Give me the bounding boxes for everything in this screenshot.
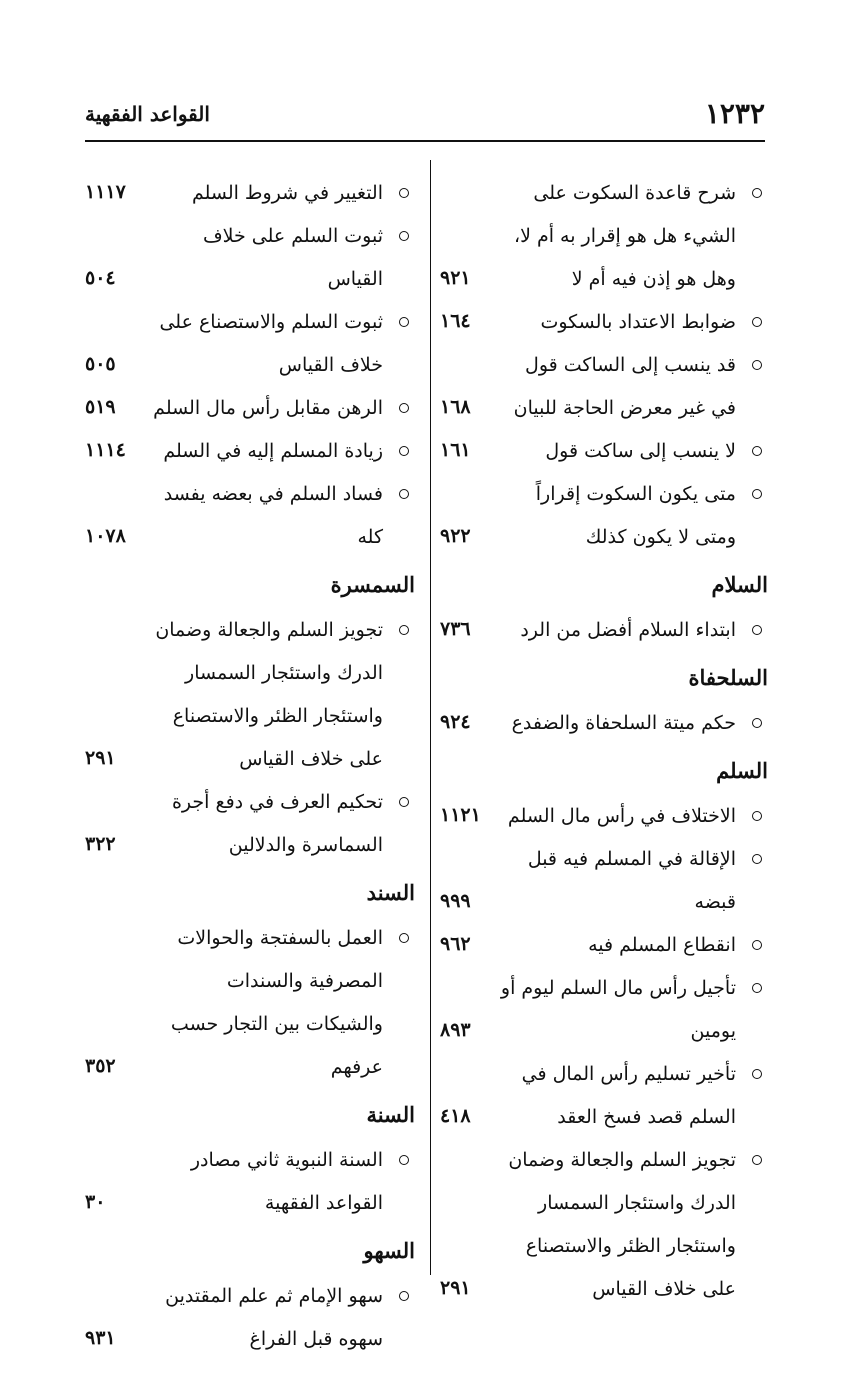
index-entry (85, 1139, 415, 1225)
entry-text: فساد السلم في بعضه يفسد كله (163, 483, 383, 548)
entry-text: تجويز السلم والجعالة وضمان الدرك واستئجار السمسار واستئجار الظئر والاستصناع على خلاف القياس (155, 619, 383, 770)
bullet-circle-icon (399, 446, 409, 456)
bullet-circle-icon (399, 317, 409, 327)
index-entry (85, 301, 415, 387)
book-title: القواعد الفقهية (85, 102, 210, 126)
entry-text: زيادة المسلم إليه في السلم (163, 440, 383, 462)
entry-page-number: ٨٩٣ (440, 1019, 471, 1041)
entry-text: الإقالة في المسلم فيه قبل قبضه (527, 848, 736, 913)
bullet-circle-icon (399, 933, 409, 943)
entry-text: متى يكون السكوت إقراراً ومتى لا يكون كذلك (535, 483, 736, 548)
entry-text: ثبوت السلم والاستصناع على خلاف القياس (159, 311, 383, 376)
bullet-circle-icon (752, 854, 762, 864)
index-entry (440, 838, 768, 924)
entry-page-number: ٣٥٢ (85, 1055, 116, 1077)
section-heading: السند (366, 880, 415, 905)
entry-page-number: ١١١٧ (85, 181, 126, 203)
section-heading: السهو (363, 1238, 415, 1263)
index-entry (85, 430, 415, 473)
column-divider (430, 160, 431, 1275)
index-entry (440, 1139, 768, 1311)
entry-page-number: ٥٠٤ (85, 267, 116, 289)
entry-text: حكم ميتة السلحفاة والضفدع (511, 712, 736, 734)
entry-text: التغيير في شروط السلم (191, 182, 383, 204)
entry-text: الاختلاف في رأس مال السلم (507, 805, 736, 827)
entry-text: العمل بالسفتجة والحوالات المصرفية والسندات والشيكات بين التجار حسب عرفهم (170, 927, 383, 1078)
bullet-circle-icon (399, 403, 409, 413)
entry-text: تأجيل رأس مال السلم ليوم أو يومين (500, 977, 736, 1042)
entry-text: تجويز السلم والجعالة وضمان الدرك واستئجار السمسار واستئجار الظئر والاستصناع على خلاف القياس (508, 1149, 736, 1300)
index-entry (85, 917, 415, 1089)
bullet-circle-icon (399, 188, 409, 198)
section-heading: السلم (716, 758, 768, 783)
page-number: ١٢٣٢ (704, 97, 765, 130)
entry-text: سهو الإمام ثم علم المقتدين سهوه قبل الفراغ (165, 1285, 383, 1350)
entry-page-number: ٧٣٦ (440, 618, 471, 640)
index-column-right (440, 172, 768, 1311)
entry-text: تأخير تسليم رأس المال في السلم قصد فسخ العقد (521, 1063, 736, 1128)
index-entry (440, 473, 768, 559)
bullet-circle-icon (752, 489, 762, 499)
entry-page-number: ١١٢١ (440, 804, 481, 826)
entry-text: ثبوت السلم على خلاف القياس (202, 225, 383, 290)
page-header (85, 92, 765, 142)
entry-text: السنة النبوية ثاني مصادر القواعد الفقهية (190, 1149, 383, 1214)
index-entry (440, 430, 768, 473)
index-entry (440, 172, 768, 301)
entry-page-number: ١٦١ (440, 439, 471, 461)
entry-page-number: ٣٠ (85, 1191, 106, 1213)
entry-page-number: ٣٢٢ (85, 833, 116, 855)
index-entry (85, 609, 415, 781)
entry-text: لا ينسب إلى ساكت قول (545, 440, 736, 462)
index-entry (85, 473, 415, 559)
entry-page-number: ٢٩١ (85, 747, 116, 769)
index-entry (85, 172, 415, 215)
entry-text: ضوابط الاعتداد بالسكوت (540, 311, 736, 333)
section-heading: السلام (711, 572, 768, 597)
index-entry (85, 215, 415, 301)
index-entry (85, 781, 415, 867)
bullet-circle-icon (752, 188, 762, 198)
bullet-circle-icon (752, 811, 762, 821)
bullet-circle-icon (752, 940, 762, 950)
entry-page-number: ٥٠٥ (85, 353, 116, 375)
bullet-circle-icon (752, 317, 762, 327)
entry-page-number: ١٦٤ (440, 310, 471, 332)
index-entry (440, 1053, 768, 1139)
index-entry (440, 924, 768, 967)
index-entry (440, 609, 768, 652)
entry-page-number: ٩٢١ (440, 267, 471, 289)
bullet-circle-icon (752, 1069, 762, 1079)
entry-page-number: ٩٢٤ (440, 711, 471, 733)
entry-text: ابتداء السلام أفضل من الرد (520, 619, 736, 641)
entry-page-number: ١٠٧٨ (85, 525, 126, 547)
entry-page-number: ٩٢٢ (440, 525, 471, 547)
section-heading: السنة (366, 1102, 415, 1127)
index-entry (440, 702, 768, 745)
entry-text: انقطاع المسلم فيه (588, 934, 736, 956)
bullet-circle-icon (752, 625, 762, 635)
entry-page-number: ٩٦٢ (440, 933, 471, 955)
index-entry (85, 387, 415, 430)
bullet-circle-icon (752, 718, 762, 728)
section-heading: السلحفاة (688, 665, 768, 690)
bullet-circle-icon (399, 1155, 409, 1165)
entry-page-number: ٩٩٩ (440, 890, 471, 912)
entry-page-number: ٩٣١ (85, 1327, 116, 1349)
bullet-circle-icon (399, 489, 409, 499)
section-heading: السمسرة (330, 572, 415, 597)
index-entry (440, 795, 768, 838)
entry-text: تحكيم العرف في دفع أجرة السماسرة والدلالين (171, 791, 383, 856)
bullet-circle-icon (752, 360, 762, 370)
bullet-circle-icon (399, 797, 409, 807)
index-entry (85, 1275, 415, 1361)
entry-page-number: ٤١٨ (440, 1105, 471, 1127)
entry-text: الرهن مقابل رأس مال السلم (153, 397, 383, 419)
index-entry (440, 301, 768, 344)
entry-page-number: ١٦٨ (440, 396, 471, 418)
bullet-circle-icon (399, 1291, 409, 1301)
entry-page-number: ٢٩١ (440, 1277, 471, 1299)
bullet-circle-icon (752, 983, 762, 993)
entry-page-number: ٥١٩ (85, 396, 116, 418)
index-entry (440, 344, 768, 430)
bullet-circle-icon (752, 446, 762, 456)
entry-text: قد ينسب إلى الساكت قول في غير معرض الحاجة للبيان (513, 354, 736, 419)
entry-text: شرح قاعدة السكوت على الشيء هل هو إقرار به أم لا، وهل هو إذن فيه أم لا (513, 182, 736, 290)
bullet-circle-icon (399, 625, 409, 635)
entry-page-number: ١١١٤ (85, 439, 126, 461)
index-column-left (85, 172, 415, 1361)
bullet-circle-icon (399, 231, 409, 241)
bullet-circle-icon (752, 1155, 762, 1165)
index-entry (440, 967, 768, 1053)
